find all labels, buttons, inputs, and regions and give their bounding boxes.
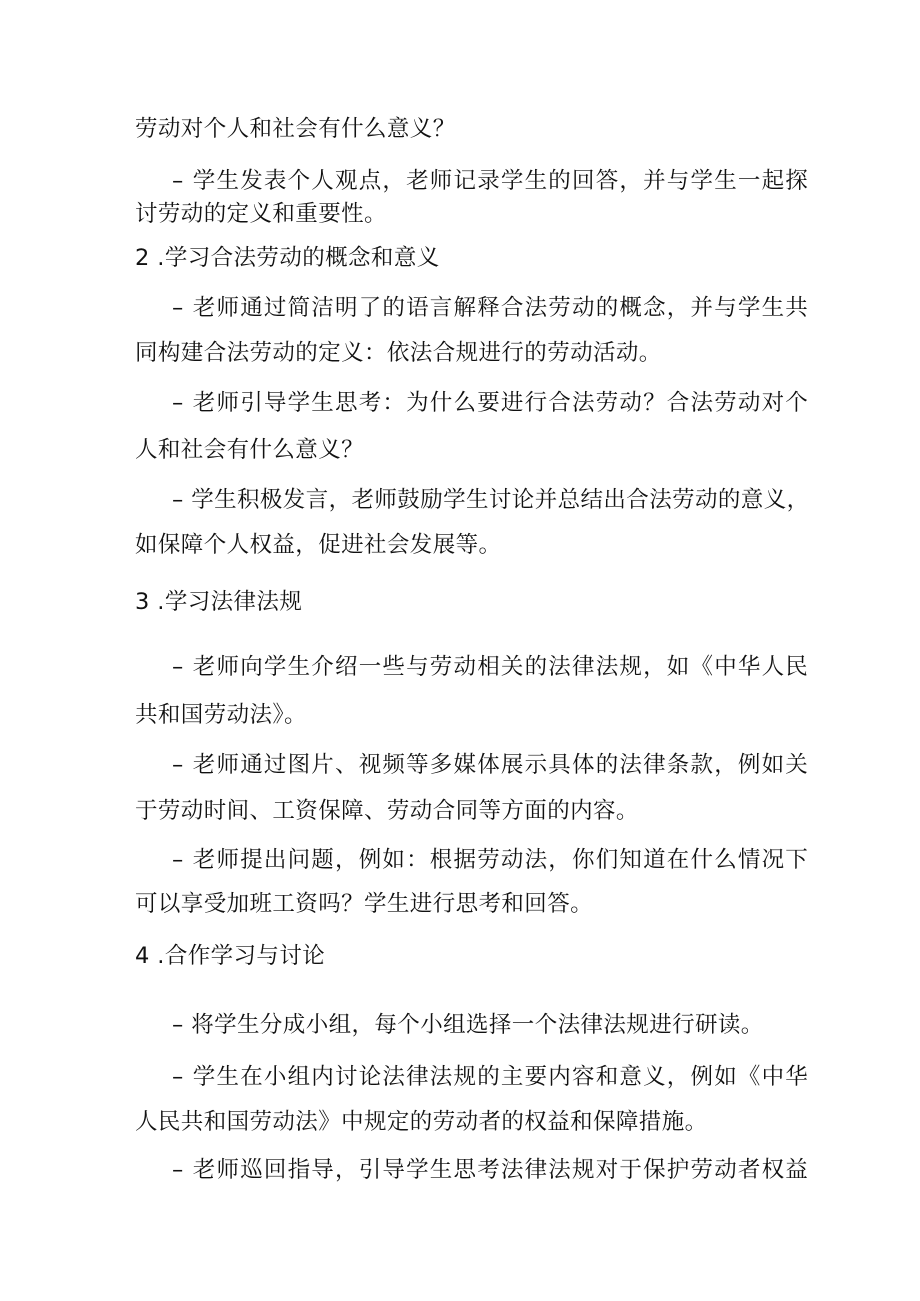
- paragraph-line: – 老师通过图片、视频等多媒体展示具体的法律条款，例如关: [172, 752, 810, 778]
- paragraph-line: – 学生积极发言，老师鼓励学生讨论并总结出合法劳动的意义，: [172, 487, 810, 513]
- paragraph-line: – 老师通过简洁明了的语言解释合法劳动的概念，并与学生共: [172, 295, 810, 321]
- paragraph-line: 讨劳动的定义和重要性。: [135, 201, 387, 227]
- paragraph-line: 劳动对个人和社会有什么意义？: [135, 116, 456, 142]
- paragraph-line: 人和社会有什么意义？: [135, 437, 365, 463]
- paragraph-line: 于劳动时间、工资保障、劳动合同等方面的内容。: [135, 798, 639, 824]
- paragraph-line: 共和国劳动法》。: [135, 702, 307, 728]
- paragraph-line: – 老师巡回指导，引导学生思考法律法规对于保护劳动者权益: [172, 1157, 810, 1183]
- paragraph-line: 同构建合法劳动的定义：依法合规进行的劳动活动。: [135, 340, 662, 366]
- section-heading: 4 .合作学习与讨论: [135, 943, 326, 969]
- paragraph-line: – 老师提出问题，例如：根据劳动法，你们知道在什么情况下: [172, 847, 810, 873]
- paragraph-line: 可以享受加班工资吗？学生进行思考和回答。: [135, 891, 594, 917]
- paragraph-line: – 将学生分成小组，每个小组选择一个法律法规进行研读。: [172, 1012, 764, 1038]
- paragraph-line: – 老师向学生介绍一些与劳动相关的法律法规，如《中华人民: [172, 654, 810, 680]
- paragraph-line: – 老师引导学生思考：为什么要进行合法劳动？合法劳动对个: [172, 390, 810, 416]
- section-heading: 2 .学习合法劳动的概念和意义: [135, 245, 440, 271]
- paragraph-line: – 学生发表个人观点，老师记录学生的回答，并与学生一起探: [172, 168, 810, 194]
- paragraph-line: 如保障个人权益，促进社会发展等。: [135, 532, 502, 558]
- paragraph-line: 人民共和国劳动法》中规定的劳动者的权益和保障措施。: [135, 1109, 708, 1135]
- section-heading: 3 .学习法律法规: [135, 589, 303, 615]
- paragraph-line: – 学生在小组内讨论法律法规的主要内容和意义，例如《中华: [172, 1064, 810, 1090]
